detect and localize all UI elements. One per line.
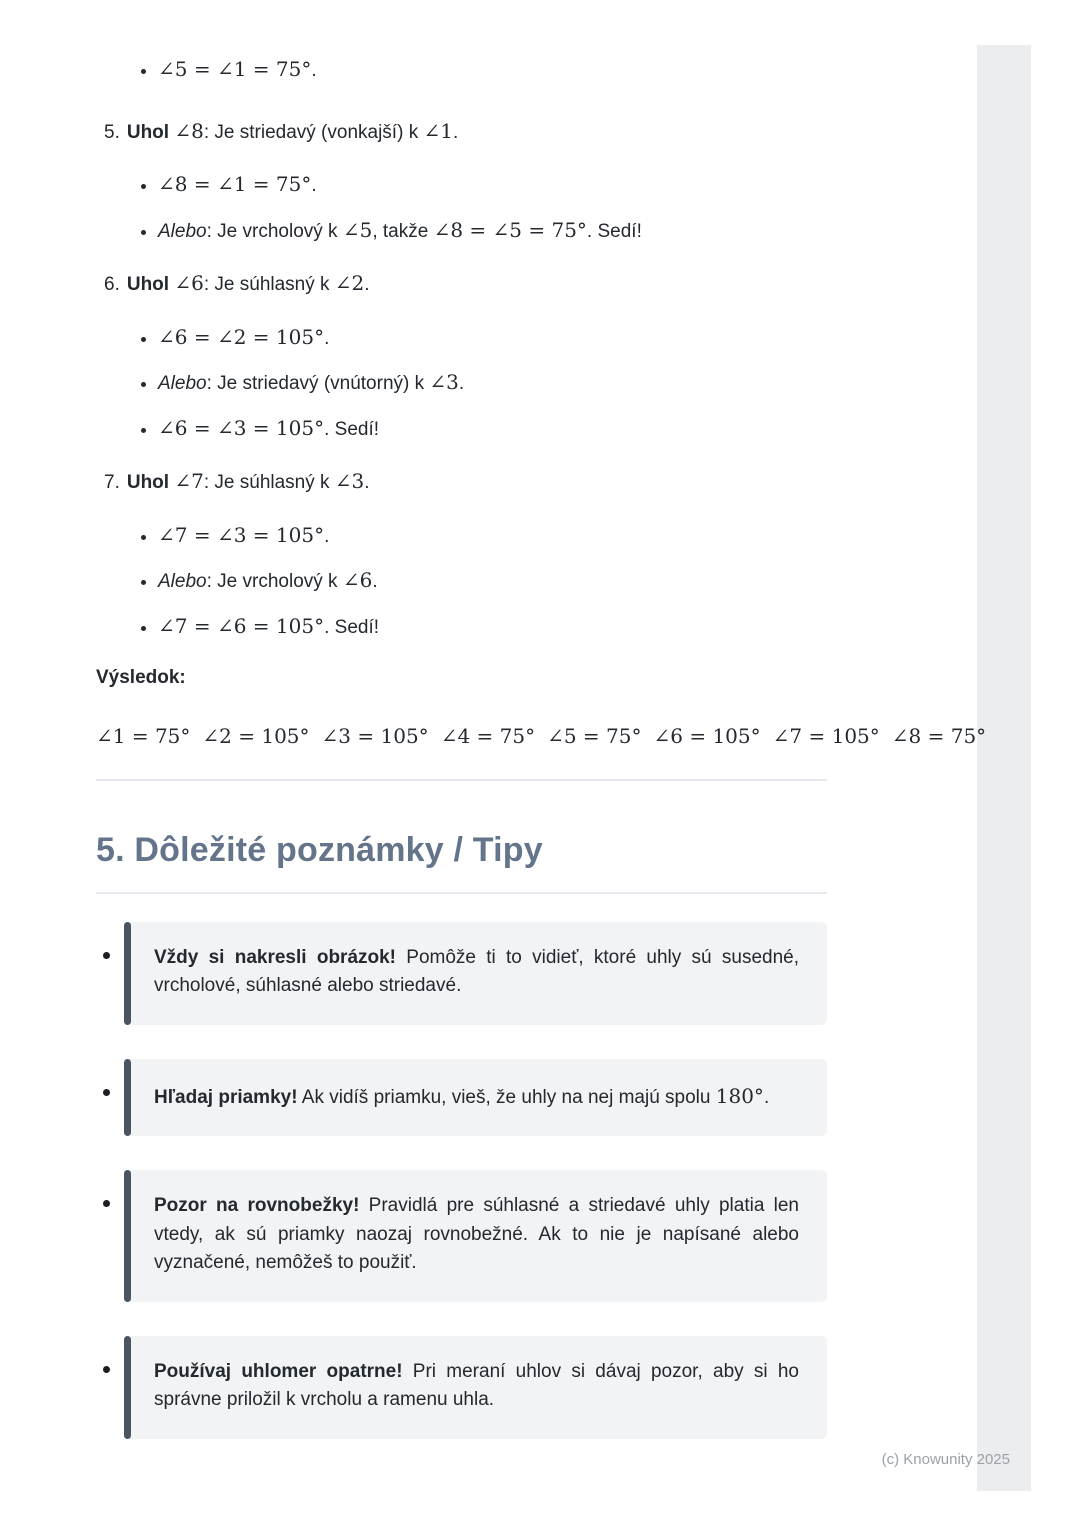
text-segment: . Sedí!	[324, 616, 380, 638]
text-segment: Uhol	[126, 472, 170, 493]
text-segment: : Je striedavý (vnútorný) k	[206, 373, 430, 394]
math-expression: ∠8 = ∠1 = 75°	[158, 172, 312, 196]
tip-item	[96, 922, 827, 1025]
text-segment: .	[324, 327, 330, 349]
text-segment: : Je súhlasný k	[203, 472, 335, 493]
math-expression: ∠3	[429, 370, 459, 394]
bullet-dot	[103, 1200, 110, 1207]
text-segment: Vždy si nakresli obrázok!	[154, 946, 397, 968]
section-heading: 5. Dôležité poznámky / Tipy	[96, 831, 827, 894]
text-segment: : Je striedavý (vonkajší) k	[203, 121, 424, 143]
copyright-footer: (c) Knowunity 2025	[881, 1451, 1010, 1468]
bullet-list	[96, 520, 827, 643]
numbered-item-header	[96, 268, 827, 300]
math-expression: ∠8	[174, 118, 204, 143]
math-expression: ∠7	[174, 469, 204, 493]
math-expression: ∠6 = 105°	[653, 723, 761, 748]
math-expression: ∠6 = ∠3 = 105°	[158, 415, 325, 440]
text-segment: .	[311, 175, 317, 196]
math-expression: 180°	[715, 1083, 764, 1108]
math-expression: ∠5	[342, 217, 373, 242]
tip-item	[96, 1336, 827, 1439]
text-segment: , takže	[372, 220, 434, 242]
bullet-dot	[103, 1366, 110, 1373]
numbered-item	[96, 268, 827, 444]
bullet-dot	[103, 1089, 110, 1096]
text-segment: Pri meraní uhlov si dávaj pozor, aby si ho správne priložil k vrcholu a ramenu uhla.	[154, 1360, 799, 1410]
text-segment: : Je vrcholový k	[206, 571, 343, 592]
math-expression: ∠3	[334, 469, 365, 493]
bullet-item	[158, 611, 827, 643]
bullet-item	[158, 215, 827, 247]
text-segment: . Sedí!	[586, 220, 642, 242]
math-expression: ∠5 = ∠1 = 75°	[158, 57, 312, 81]
text-segment: .	[372, 571, 378, 592]
tips-list	[96, 922, 827, 1439]
math-expression: ∠1	[423, 118, 453, 143]
item-number: 6.	[104, 274, 120, 295]
text-segment: Pomôže ti to vidieť, ktoré uhly sú susedné, vrcholové, súhlasné alebo striedavé.	[154, 946, 799, 996]
tip-callout	[124, 1059, 827, 1137]
text-segment: : Je súhlasný k	[203, 274, 335, 295]
math-expression: ∠6	[174, 271, 204, 295]
bullet-list	[96, 169, 827, 246]
tip-item	[96, 1170, 827, 1302]
text-segment: Uhol	[126, 274, 170, 295]
tip-item	[96, 1059, 827, 1137]
math-expression: ∠4 = 75°	[440, 723, 536, 748]
text-segment: .	[763, 1086, 770, 1108]
bullet-item	[158, 322, 827, 354]
text-segment: .	[311, 60, 317, 81]
text-segment: .	[364, 472, 370, 493]
math-expression: ∠5 = 75°	[547, 723, 642, 748]
math-expression: ∠8 = ∠5 = 75°	[433, 217, 587, 242]
numbered-list	[96, 116, 827, 643]
item-number: 7.	[104, 472, 120, 493]
scrollbar-track[interactable]	[977, 45, 1031, 1491]
tip-callout	[124, 1336, 827, 1439]
math-expression: ∠2 = 105°	[202, 723, 310, 748]
text-segment: Alebo	[158, 220, 207, 242]
math-expression: ∠7 = ∠6 = 105°	[158, 613, 325, 638]
numbered-item-header	[96, 116, 827, 148]
result-label: Výsledok:	[96, 667, 186, 688]
math-expression: ∠3 = 105°	[321, 723, 429, 748]
text-segment: Alebo	[158, 571, 207, 592]
numbered-item-header	[96, 466, 827, 498]
text-segment: : Je vrcholový k	[206, 220, 343, 242]
math-expression: ∠7 = ∠3 = 105°	[158, 522, 325, 547]
text-segment: Ak vidíš priamku, vieš, že uhly na nej majú spolu	[297, 1086, 716, 1108]
math-expression: ∠7 = 105°	[772, 723, 880, 748]
text-segment: .	[458, 373, 465, 394]
result-equations	[96, 721, 987, 751]
bullet-item	[158, 367, 827, 399]
math-expression: ∠8 = 75°	[891, 723, 987, 748]
tip-callout	[124, 1170, 827, 1302]
text-segment: .	[324, 525, 330, 547]
bullet-item	[158, 565, 827, 597]
math-expression: ∠6	[342, 568, 373, 592]
text-segment: Pravidlá pre súhlasné a striedavé uhly platia len vtedy, ak sú priamky naozaj rovnobežné. Ak to nie je napísané alebo vyznačené, nemôžeš to použiť.	[154, 1195, 800, 1273]
bullet-item	[158, 54, 827, 86]
numbered-item	[96, 116, 827, 247]
text-segment: .	[452, 121, 459, 143]
bullet-list	[96, 54, 827, 86]
text-segment: .	[364, 274, 370, 295]
section-divider	[96, 779, 827, 781]
math-expression: ∠2	[334, 271, 365, 295]
text-segment: . Sedí!	[324, 418, 380, 440]
bullet-item	[158, 520, 827, 552]
bullet-item	[158, 413, 827, 445]
bullet-list	[96, 322, 827, 445]
text-segment: Uhol	[126, 121, 170, 143]
tip-callout	[124, 922, 827, 1025]
numbered-item	[96, 466, 827, 642]
item-number: 5.	[104, 121, 120, 143]
bullet-item	[158, 169, 827, 201]
math-expression: ∠6 = ∠2 = 105°	[158, 324, 325, 349]
text-segment: Pozor na rovnobežky!	[154, 1195, 360, 1216]
text-segment: Hľadaj priamky!	[154, 1086, 298, 1108]
math-expression: ∠1 = 75°	[96, 723, 191, 748]
bullet-dot	[103, 952, 110, 959]
text-segment: Používaj uhlomer opatrne!	[154, 1360, 403, 1382]
text-segment: Alebo	[158, 373, 207, 394]
